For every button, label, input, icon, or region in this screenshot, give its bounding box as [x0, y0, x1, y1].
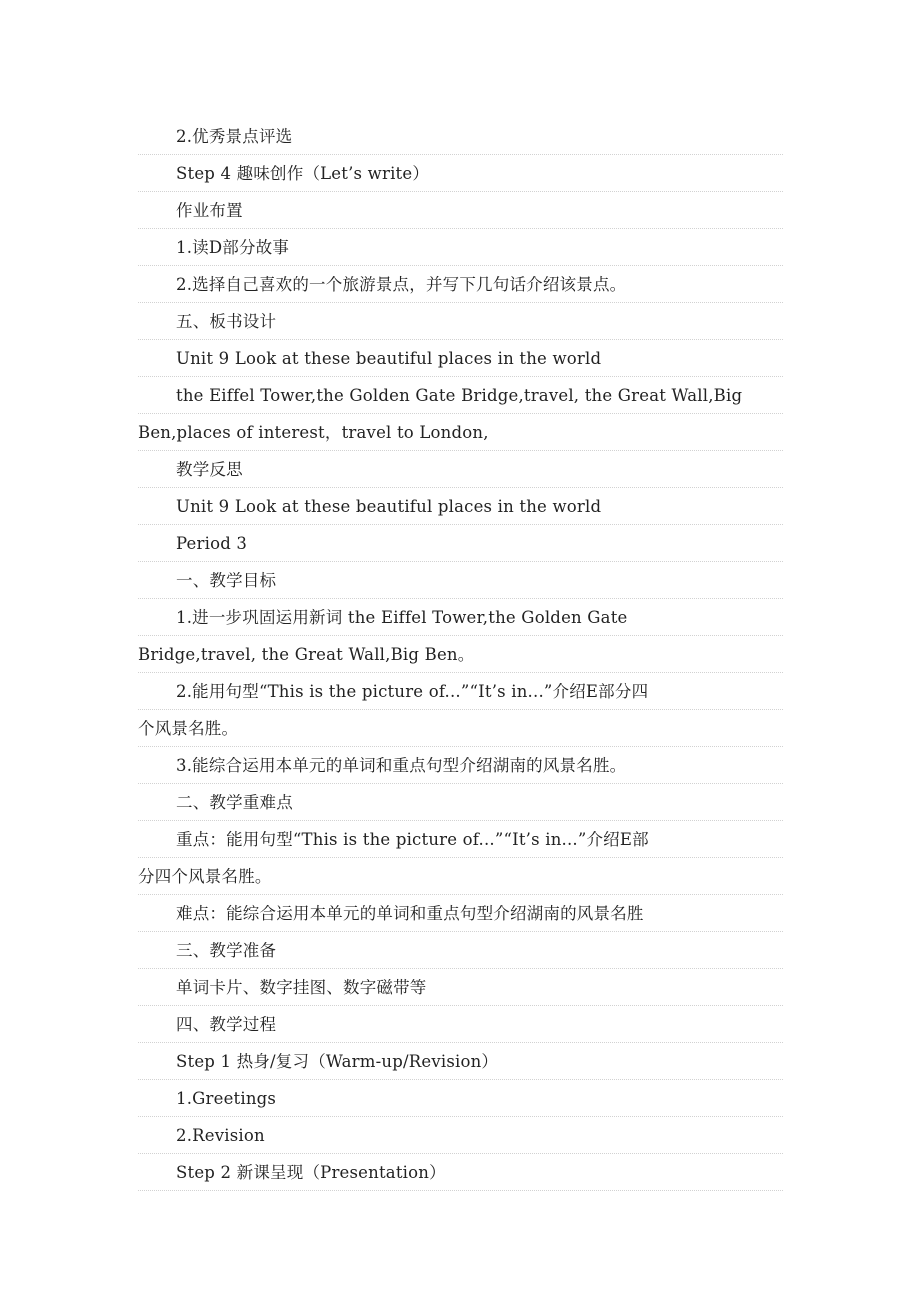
document-line: [138, 155, 783, 192]
line-text: 教学反思: [176, 460, 243, 479]
document-line: [138, 340, 783, 377]
document-line: [138, 747, 783, 784]
document-line: [138, 229, 783, 266]
line-text: 个风景名胜。: [138, 719, 239, 738]
line-text: 作业布置: [176, 201, 243, 220]
document-line: [138, 1154, 783, 1191]
document-line: [138, 377, 783, 414]
line-text: 2.Revision: [176, 1126, 265, 1145]
line-text: Period 3: [176, 534, 248, 553]
document-line: [138, 673, 783, 710]
document-line: [138, 821, 783, 858]
line-text: Bridge,travel, the Great Wall,Big Ben。: [138, 645, 475, 664]
document-line: [138, 1006, 783, 1043]
line-text: 1.进一步巩固运用新词 the Eiffel Tower,the Golden Gate: [176, 608, 628, 627]
line-text: Step 4 趣味创作（Let’s write）: [176, 164, 430, 183]
line-text: 2.选择自己喜欢的一个旅游景点，并写下几句话介绍该景点。: [176, 275, 627, 294]
document-line: [138, 1080, 783, 1117]
line-text: 2.优秀景点评选: [176, 127, 293, 146]
document-line: [138, 969, 783, 1006]
line-text: 四、教学过程: [176, 1015, 277, 1034]
document-line: [138, 1043, 783, 1080]
line-text: Unit 9 Look at these beautiful places in the world: [176, 349, 602, 368]
line-text: Step 2 新课呈现（Presentation）: [176, 1163, 446, 1182]
line-text: 1.读D部分故事: [176, 238, 290, 257]
line-text: 一、教学目标: [176, 571, 277, 590]
line-text: 分四个风景名胜。: [138, 867, 272, 886]
document-line: [138, 525, 783, 562]
document-line: [138, 784, 783, 821]
line-text: 二、教学重难点: [176, 793, 293, 812]
line-text: 难点：能综合运用本单元的单词和重点句型介绍湖南的风景名胜: [176, 904, 644, 923]
document-line: [138, 414, 783, 451]
document-line: [138, 192, 783, 229]
document-line: [138, 710, 783, 747]
line-text: 1.Greetings: [176, 1089, 277, 1108]
line-text: 2.能用句型“This is the picture of...”“It’s in...”介绍E部分四: [176, 682, 649, 701]
document-line: [138, 1117, 783, 1154]
line-text: Unit 9 Look at these beautiful places in the world: [176, 497, 602, 516]
document-line: [138, 118, 783, 155]
line-text: 重点：能用句型“This is the picture of...”“It’s in...”介绍E部: [176, 830, 649, 849]
document-line: [138, 932, 783, 969]
line-text: Ben,places of interest，travel to London,: [138, 423, 489, 442]
document-body: [138, 118, 783, 1191]
line-text: Step 1 热身/复习（Warm-up/Revision）: [176, 1052, 499, 1071]
document-line: [138, 895, 783, 932]
document-line: [138, 451, 783, 488]
document-line: [138, 636, 783, 673]
document-line: [138, 562, 783, 599]
document-line: [138, 303, 783, 340]
line-text: 3.能综合运用本单元的单词和重点句型介绍湖南的风景名胜。: [176, 756, 627, 775]
document-line: [138, 488, 783, 525]
line-text: the Eiffel Tower,the Golden Gate Bridge,travel, the Great Wall,Big: [176, 386, 743, 405]
document-line: [138, 599, 783, 636]
document-line: [138, 266, 783, 303]
line-text: 单词卡片、数字挂图、数字磁带等: [176, 978, 427, 997]
document-line: [138, 858, 783, 895]
line-text: 三、教学准备: [176, 941, 277, 960]
line-text: 五、板书设计: [176, 312, 277, 331]
